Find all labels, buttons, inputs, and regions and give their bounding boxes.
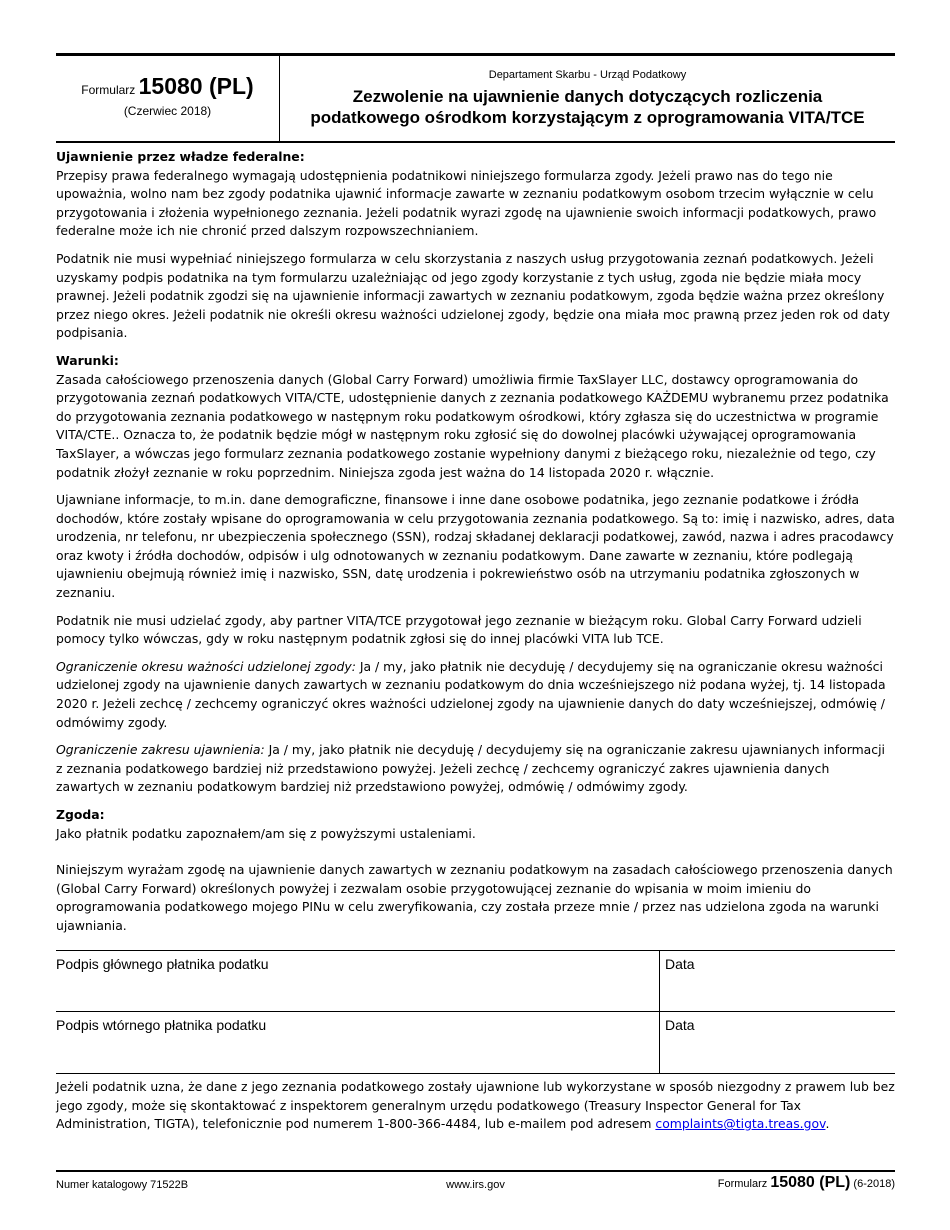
footer-form-rev: (6-2018) — [853, 1178, 895, 1190]
tigta-notice — [56, 1078, 895, 1134]
limit-period-text: Ja / my, jako płatnik nie decyduję / decydujemy się na ograniczanie okresu ważności udzielonej zgody na ujawnienie danych zawartych w zeznaniu podatkowym do dnia wcześniejszego niż podana wyżej, tj. 14 listopada 2020 r. Jeżeli zechcę / zechcemy ograniczyć okres ważności udzielonej zgody na ujawnienie danych do daty wcześniejszej, odmówię / odmówimy zgody. — [56, 658, 886, 730]
page-footer — [56, 1172, 895, 1202]
form-prefix: Formularz — [81, 83, 136, 97]
primary-signature-label: Podpis głównego płatnika podatku — [56, 956, 269, 972]
catalog-number: Numer katalogowy 71522B — [56, 1179, 189, 1191]
form-number: 15080 (PL) — [138, 73, 254, 99]
agency-name: Departament Skarbu - Urząd Podatkowy — [488, 69, 687, 81]
terms-heading: Warunki: — [56, 352, 119, 368]
limit-period-paragraph — [56, 658, 895, 732]
header-bottom-rule — [56, 141, 895, 143]
terms-paragraph-1: Zasada całościowego przenoszenia danych (Global Carry Forward) umożliwia firmie TaxSlayer LLC, dostawcy oprogramowania do przygotowania zeznań podatkowych VITA/CTE, udostępnienie danych z zeznania podatkowego KAŻDEMU wybranemu przez podatnika do przygotowania zeznania podatkowego w następnym roku podatkowym ośrodkowi, który zgłasza się do uczestnictwa w programie VITA/CTE.. Oznacza to, że podatnik będzie mógł w następnym roku zgłosić się do dowolnej placówki używającej oprogramowania TaxSlayer, a wówczas jego formularz zeznania podatkowego zostanie wypełniony danymi z bieżącego roku, niezależnie od tego, czy podatnik złożył zeznanie w roku poprzednim. Niniejsza zgoda jest ważna do 14 listopada 2020 r. włącznie. — [56, 371, 889, 480]
sig-column-divider — [659, 951, 660, 1012]
federal-paragraph-1: Przepisy prawa federalnego wymagają udostępnienia podatnikowi niniejszego formularza zgody. Jeżeli prawo nas do tego nie upoważnia, wolno nam bez zgody podatnika ujawnić informacje zawarte w zeznaniu podatkowym osobom trzecim wyłącznie w celu przygotowania i złożenia wypełnionego zeznania. Jeżeli podatnik wyrazi zgodę na ujawnienie swoich informacji podatkowych, prawo federalne może ich nie chronić przed dalszym rozpowszechnianiem. — [56, 167, 877, 239]
terms-paragraph-3: Podatnik nie musi udzielać zgody, aby partner VITA/TCE przygotował jego zeznanie w bieżącym roku. Global Carry Forward udzieli pomocy tylko wówczas, gdy w roku następnym podatnik zgłosi się do innej placówki VITA lub TCE. — [56, 612, 862, 647]
federal-heading: Ujawnienie przez władze federalne: — [56, 149, 305, 164]
notice-text: Jeżeli podatnik uzna, że dane z jego zeznania podatkowego zostały ujawnione lub wykorzystane w sposób niezgodny z prawem lub bez jego zgody, może się skontaktować z inspektorem generalnym urzędu podatkowego (Treasury Inspector General for Tax Administration, TIGTA), telefonicznie pod numerem 1-800-366-4484, lub e-mailem pod adresem — [56, 1079, 895, 1132]
complaints-email-link[interactable]: complaints@tigta.treas.gov — [655, 1116, 826, 1132]
secondary-signature-row[interactable] — [56, 1012, 895, 1073]
consent-heading: Zgoda: — [56, 807, 105, 822]
website: www.irs.gov — [446, 1179, 505, 1191]
consent-paragraph-2: Niniejszym wyrażam zgodę na ujawnienie danych zawartych w zeznaniu podatkowym na zasadach całościowego przenoszenia danych (Global Carry Forward) określonych powyżej i zezwalam osobie przygotowującej zeznanie do wpisania w moim imieniu do oprogramowania podatkowego mojego PINu w celu zweryfikowania, czy została przeze mnie / przez nas udzielona zgoda na warunki ujawniania. — [56, 862, 893, 933]
title-box — [280, 56, 895, 141]
secondary-date-label: Data — [665, 1017, 695, 1033]
form-date: (Czerwiec 2018) — [123, 104, 212, 118]
consent-paragraph-1: Jako płatnik podatku zapoznałem/am się z powyższymi ustaleniami. — [56, 825, 476, 841]
footer-form-id — [718, 1174, 895, 1192]
form-body — [56, 148, 895, 945]
secondary-signature-label: Podpis wtórnego płatnika podatku — [56, 1017, 267, 1033]
form-identifier — [56, 56, 279, 141]
sig-column-divider — [659, 1012, 660, 1073]
federal-paragraph-2: Podatnik nie musi wypełniać niniejszego formularza w celu skorzystania z naszych usług przygotowania zeznań podatkowych. Jeżeli uzyskamy podpis podatnika na tym formularzu uzależniając od jego zgody korzystanie z tych usług, zgoda nie będzie miała mocy prawnej. Jeżeli podatnik zgodzi się na ujawnienie informacji zawartych w zeznaniu podatkowym, zgoda będzie ważna przez określony przez niego okres. Jeżeli podatnik nie określi okresu ważności udzielonej zgody, będzie ona miała moc prawną przez jeden rok od daty podpisania. — [56, 250, 890, 341]
sig-bottom-rule — [56, 1073, 895, 1074]
primary-signature-row[interactable] — [56, 951, 895, 1012]
limit-scope-label: Ograniczenie zakresu ujawnienia: — [56, 742, 265, 758]
title-line-2: podatkowego ośrodkom korzystającym z oprogramowania VITA/TCE — [310, 108, 865, 127]
limit-scope-paragraph — [56, 741, 895, 797]
notice-end: . — [825, 1116, 830, 1132]
signature-table — [56, 951, 895, 1073]
limit-scope-text: Ja / my, jako płatnik nie decyduję / decydujemy się na ograniczanie zakresu ujawnianych informacji z zeznania podatkowego bardziej niż przedstawiono powyżej. Jeżeli zechcę / zechcemy ograniczyć zakres ujawnienia danych zawartych w zeznaniu podatkowym bardziej niż przedstawiono powyżej, odmówię / odmówimy zgody. — [56, 742, 885, 795]
terms-paragraph-2: Ujawniane informacje, to m.in. dane demograficzne, finansowe i inne dane osobowe podatnika, jego zeznanie podatkowe i źródła dochodów, które zostały wpisane do oprogramowania w celu przygotowania zeznania podatkowego. Są to: imię i nazwisko, adres, data urodzenia, nr telefonu, nr ubezpieczenia społecznego (SSN), rodzaj składanej deklaracji podatkowej, zawód, nazwa i adres pracodawcy oraz kwoty i źródła dochodów, odpisów i ulg odnotowanych w zeznaniu podatkowym. Dane zawarte w zeznaniu, które podlegają ujawnieniu obejmują również imię i nazwisko, SSN, datę urodzenia i pokrewieństwo osób na utrzymaniu podatnika zgłoszonych w zeznaniu. — [56, 492, 895, 601]
footer-form-number: 15080 (PL) — [770, 1174, 851, 1191]
form-header — [56, 56, 895, 141]
form-title — [280, 86, 895, 128]
sig-middle-rule — [56, 1011, 895, 1012]
footer-form-prefix: Formularz — [717, 1178, 768, 1190]
title-line-1: Zezwolenie na ujawnienie danych dotyczących rozliczenia — [352, 87, 823, 106]
primary-date-label: Data — [665, 956, 695, 972]
limit-period-label: Ograniczenie okresu ważności udzielonej zgody: — [56, 658, 356, 674]
